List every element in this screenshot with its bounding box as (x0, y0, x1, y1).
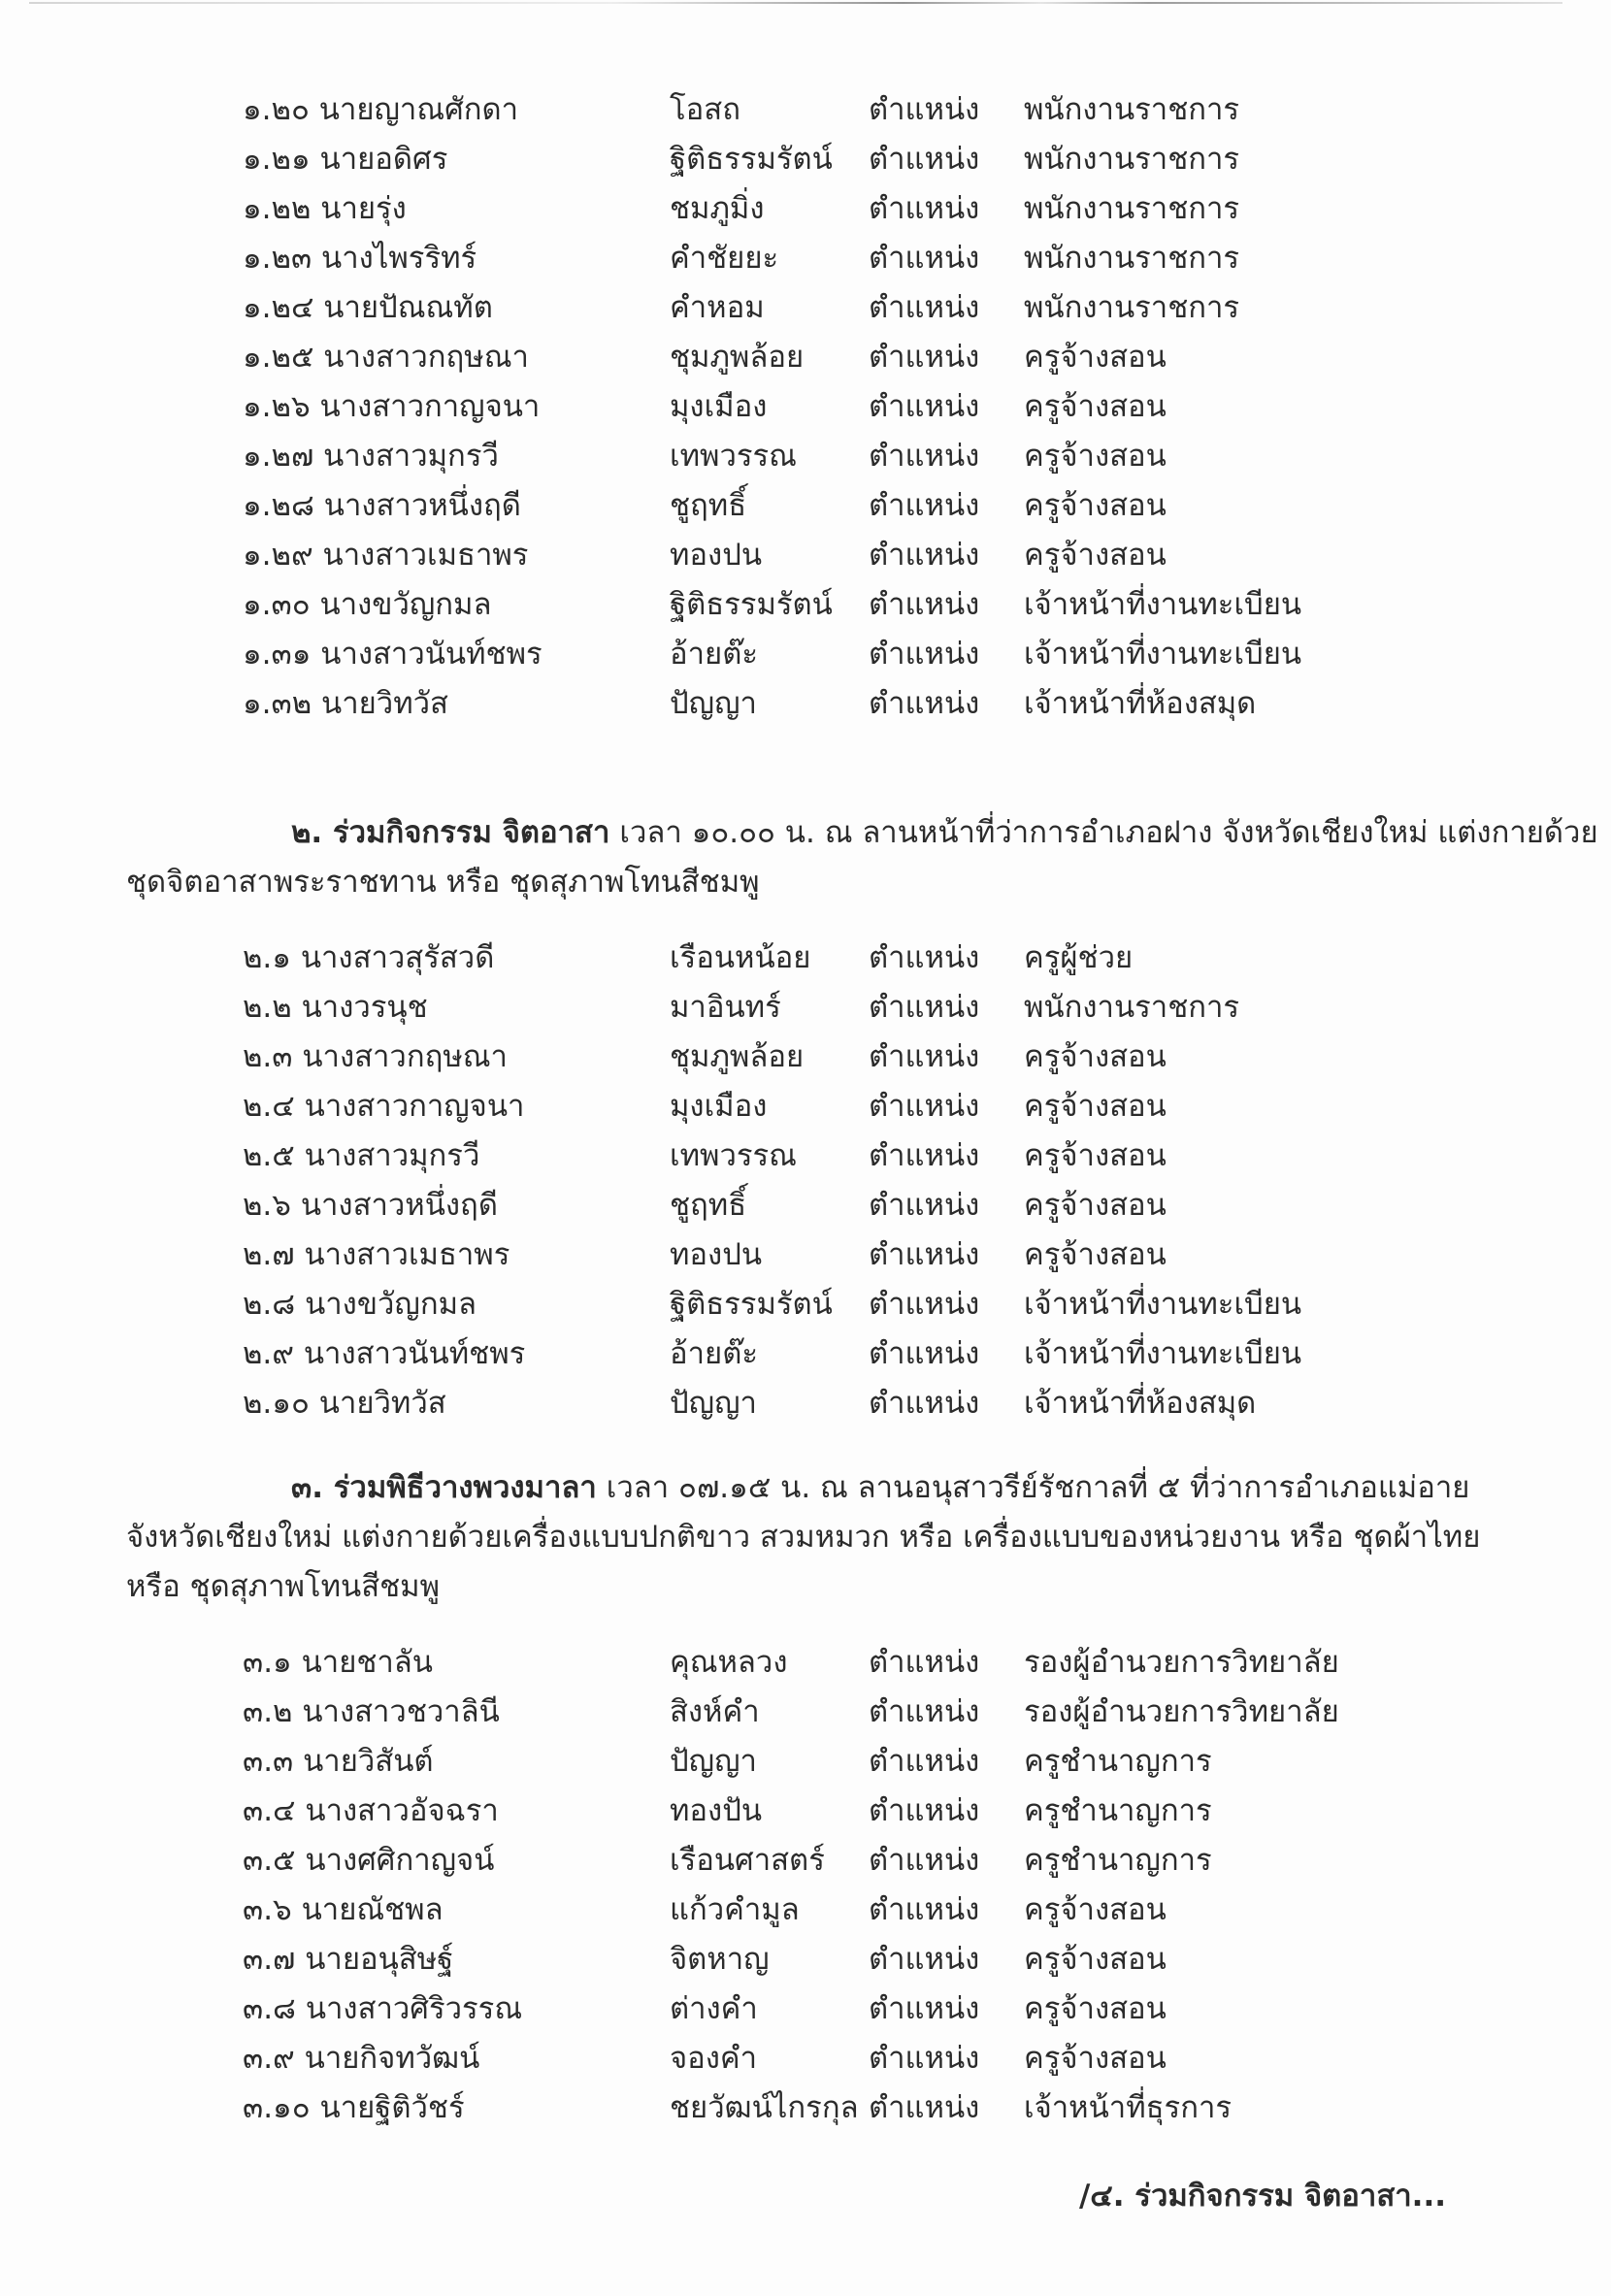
row-number: ๓.๘ (243, 1991, 296, 2026)
person-name: นางสาวอัจฉรา (305, 1793, 499, 1828)
section-2-heading (126, 808, 1611, 907)
person-name: นายวิทวัส (321, 686, 448, 721)
position-value: เจ้าหน้าที่งานทะเบียน (1024, 1336, 1302, 1371)
person-name: นายวิสันต์ (303, 1744, 434, 1779)
position-value: ครูชำนาญการ (1024, 1843, 1212, 1878)
person-name: นายวิทวัส (318, 1386, 446, 1421)
position-value: ครูจ้างสอน (1024, 1892, 1167, 1927)
table-row (243, 1230, 1611, 1280)
person-surname: เรือนหน้อย (670, 940, 811, 975)
row-number: ๓.๙ (243, 2041, 295, 2076)
row-number-and-name (243, 679, 670, 729)
row-number: ๒.๒ (243, 990, 292, 1025)
row-number-and-name (243, 1329, 670, 1379)
row-number: ๑.๒๑ (243, 142, 311, 177)
row-number-and-name (243, 1379, 670, 1428)
row-number: ๑.๒๙ (243, 538, 313, 573)
position-label: ตำแหน่ง (869, 191, 980, 226)
row-number: ๑.๒๒ (243, 191, 312, 226)
person-surname: ต่างคำ (670, 1991, 758, 2026)
row-number: ๓.๗ (243, 1942, 296, 1977)
table-row (243, 135, 1611, 184)
table-row (243, 1280, 1611, 1329)
row-number-and-name (243, 1082, 670, 1132)
position-value: พนักงานราชการ (1024, 92, 1240, 127)
position-label: ตำแหน่ง (869, 1694, 980, 1729)
position-label: ตำแหน่ง (869, 1991, 980, 2026)
person-surname: มุงเมือง (670, 389, 768, 424)
row-number: ๑.๒๗ (243, 439, 314, 474)
person-surname: ฐิติธรรมรัตน์ (670, 142, 833, 177)
section-1-roster (243, 85, 1611, 729)
row-number: ๓.๒ (243, 1694, 293, 1729)
table-row (243, 1688, 1611, 1737)
table-row (243, 432, 1611, 481)
position-label: ตำแหน่ง (869, 1287, 980, 1322)
position-label: ตำแหน่ง (869, 940, 980, 975)
row-number-and-name (243, 382, 670, 432)
row-number: ๓.๑๐ (243, 2090, 311, 2125)
row-number-and-name (243, 580, 670, 630)
person-name: นางสาวมุกรวี (304, 1138, 480, 1173)
row-number-and-name (243, 1836, 670, 1886)
position-value: เจ้าหน้าที่งานทะเบียน (1024, 587, 1302, 622)
position-label: ตำแหน่ง (869, 241, 980, 276)
row-number: ๑.๓๑ (243, 637, 312, 672)
row-number-and-name (243, 481, 670, 531)
person-name: นางสาวมุกรวี (323, 439, 499, 474)
row-number-and-name (243, 432, 670, 481)
person-surname: ชมภูมิ่ง (670, 191, 765, 226)
person-surname: เทพวรรณ (670, 439, 797, 474)
table-row (243, 85, 1611, 135)
person-surname: ฐิติธรรมรัตน์ (670, 1287, 833, 1322)
position-value: พนักงานราชการ (1024, 241, 1240, 276)
row-number-and-name (243, 234, 670, 283)
position-label: ตำแหน่ง (869, 2090, 980, 2125)
person-surname: ชุมภูพล้อย (670, 340, 805, 375)
person-name: นางสาวกฤษณา (323, 340, 529, 375)
person-surname: ปัญญา (670, 686, 757, 721)
person-name: นางสาวกฤษณา (302, 1039, 508, 1074)
table-row (243, 580, 1611, 630)
person-surname: มาอินทร์ (670, 990, 781, 1025)
row-number: ๑.๒๔ (243, 290, 314, 325)
person-surname: ปัญญา (670, 1386, 757, 1421)
table-row (243, 679, 1611, 729)
position-value: ครูจ้างสอน (1024, 439, 1167, 474)
row-number-and-name (243, 2083, 670, 2133)
table-row (243, 2083, 1611, 2133)
row-number-and-name (243, 630, 670, 679)
position-label: ตำแหน่ง (869, 637, 980, 672)
person-name: นายฐิติวัชร์ (319, 2090, 465, 2125)
row-number: ๒.๑ (243, 940, 291, 975)
row-number-and-name (243, 333, 670, 382)
person-name: นายอนุสิษฐ์ (305, 1942, 454, 1977)
row-number-and-name (243, 2034, 670, 2083)
position-value: เจ้าหน้าที่งานทะเบียน (1024, 1287, 1302, 1322)
person-name: นางสาวหนึ่งฤดี (323, 488, 521, 523)
section-3-heading-line-2: จังหวัดเชียงใหม่ แต่งกายด้วยเครื่องแบบปกติขาว สวมหมวก หรือ เครื่องแบบของหน่วยงาน หรือ ชุดผ้าไทย (126, 1520, 1481, 1555)
person-name: นางสาวชวาลินี (302, 1694, 500, 1729)
row-number: ๓.๓ (243, 1744, 294, 1779)
row-number: ๑.๓๐ (243, 587, 311, 622)
row-number-and-name (243, 1280, 670, 1329)
row-number: ๑.๒๓ (243, 241, 312, 276)
person-name: นางศศิกาญจน์ (305, 1843, 495, 1878)
position-value: ครูจ้างสอน (1024, 1039, 1167, 1074)
person-name: นางสาวศิริวรรณ (305, 1991, 523, 2026)
table-row (243, 283, 1611, 333)
section-2-heading-rest: เวลา ๑๐.๐๐ น. ณ ลานหน้าที่ว่าการอำเภอฝาง จังหวัดเชียงใหม่ แต่งกายด้วย (619, 815, 1598, 850)
row-number-and-name (243, 531, 670, 580)
position-value: รองผู้อำนวยการวิทยาลัย (1024, 1645, 1339, 1680)
person-surname: เทพวรรณ (670, 1138, 797, 1173)
table-row (243, 1033, 1611, 1082)
section-2-heading-line-1 (126, 808, 1611, 858)
person-surname: ชยวัฒน์ไกรกุล (670, 2090, 859, 2125)
row-number: ๑.๒๘ (243, 488, 314, 523)
position-label: ตำแหน่ง (869, 538, 980, 573)
position-label: ตำแหน่ง (869, 1744, 980, 1779)
position-value: ครูจ้างสอน (1024, 488, 1167, 523)
position-value: เจ้าหน้าที่งานทะเบียน (1024, 637, 1302, 672)
row-number: ๒.๖ (243, 1188, 291, 1223)
row-number: ๒.๗ (243, 1237, 295, 1272)
person-name: นางสาวกาญจนา (319, 389, 541, 424)
person-name: นายชาลัน (301, 1645, 433, 1680)
row-number-and-name (243, 1033, 670, 1082)
row-number-and-name (243, 1787, 670, 1836)
person-surname: จองคำ (670, 2041, 758, 2076)
table-row (243, 1737, 1611, 1787)
section-3-heading-line-1 (126, 1463, 1611, 1513)
row-number-and-name (243, 1935, 670, 1984)
person-surname: คำชัยยะ (670, 241, 779, 276)
row-number-and-name (243, 1132, 670, 1181)
person-name: นายกิจทวัฒน์ (304, 2041, 480, 2076)
position-label: ตำแหน่ง (869, 1793, 980, 1828)
section-3-heading (126, 1463, 1611, 1612)
position-label: ตำแหน่ง (869, 587, 980, 622)
person-surname: คุณหลวง (670, 1645, 788, 1680)
person-name: นายณัชพล (301, 1892, 444, 1927)
table-row (243, 1181, 1611, 1230)
row-number: ๑.๒๕ (243, 340, 314, 375)
row-number-and-name (243, 184, 670, 234)
person-surname: อ้ายต๊ะ (670, 1336, 758, 1371)
position-value: เจ้าหน้าที่ธุรการ (1024, 2090, 1233, 2125)
person-name: นางสาวนันท์ชพร (320, 637, 542, 672)
person-surname: แก้วคำมูล (670, 1892, 800, 1927)
position-value: ครูจ้างสอน (1024, 538, 1167, 573)
position-label: ตำแหน่ง (869, 1645, 980, 1680)
scan-edge-artifact (29, 2, 1562, 4)
position-label: ตำแหน่ง (869, 92, 980, 127)
table-row (243, 333, 1611, 382)
table-row (243, 234, 1611, 283)
position-value: พนักงานราชการ (1024, 290, 1240, 325)
person-name: นางสาวเมธาพร (304, 1237, 510, 1272)
position-label: ตำแหน่ง (869, 340, 980, 375)
person-surname: ชูฤทธิ์ (670, 1188, 747, 1223)
person-name: นางสาวนันท์ชพร (303, 1336, 526, 1371)
row-number-and-name (243, 1688, 670, 1737)
table-row (243, 1329, 1611, 1379)
table-row (243, 1886, 1611, 1935)
table-row (243, 1836, 1611, 1886)
row-number: ๓.๖ (243, 1892, 292, 1927)
table-row (243, 983, 1611, 1033)
position-label: ตำแหน่ง (869, 389, 980, 424)
table-row (243, 1638, 1611, 1688)
person-name: นายปัณณทัต (323, 290, 493, 325)
position-label: ตำแหน่ง (869, 1188, 980, 1223)
person-name: นางสาวหนึ่งฤดี (300, 1188, 498, 1223)
table-row (243, 630, 1611, 679)
row-number: ๑.๒๐ (243, 92, 310, 127)
person-surname: โอสถ (670, 92, 740, 127)
person-name: นายอดิศร (319, 142, 448, 177)
position-label: ตำแหน่ง (869, 1237, 980, 1272)
section-2-heading-line-2: ชุดจิตอาสาพระราชทาน หรือ ชุดสุภาพโทนสีชมพู (126, 865, 760, 900)
position-label: ตำแหน่ง (869, 1039, 980, 1074)
row-number: ๒.๑๐ (243, 1386, 310, 1421)
person-surname: ทองปน (670, 538, 763, 573)
person-name: นางไพรริทร์ (321, 241, 477, 276)
person-name: นางขวัญกมล (319, 587, 492, 622)
table-row (243, 1984, 1611, 2034)
position-label: ตำแหน่ง (869, 1336, 980, 1371)
person-surname: ทองปัน (670, 1793, 763, 1828)
position-value: เจ้าหน้าที่ห้องสมุด (1024, 1386, 1257, 1421)
person-name: นายรุ่ง (320, 191, 407, 226)
section-3-title: ๓. ร่วมพิธีวางพวงมาลา (291, 1470, 597, 1505)
position-value: ครูชำนาญการ (1024, 1793, 1212, 1828)
table-row (243, 481, 1611, 531)
row-number-and-name (243, 1984, 670, 2034)
position-value: ครูจ้างสอน (1024, 1991, 1167, 2026)
section-3-heading-rest: เวลา ๐๗.๑๕ น. ณ ลานอนุสาวรีย์รัชกาลที่ ๕ ที่ว่าการอำเภอแม่อาย (606, 1470, 1470, 1505)
position-label: ตำแหน่ง (869, 990, 980, 1025)
table-row (243, 1082, 1611, 1132)
row-number-and-name (243, 1886, 670, 1935)
person-name: นางวรนุช (301, 990, 428, 1025)
row-number-and-name (243, 135, 670, 184)
table-row (243, 382, 1611, 432)
row-number-and-name (243, 1737, 670, 1787)
person-surname: ทองปน (670, 1237, 763, 1272)
person-surname: ฐิติธรรมรัตน์ (670, 587, 833, 622)
person-surname: คำหอม (670, 290, 765, 325)
person-name: นางขวัญกมล (305, 1287, 477, 1322)
position-value: พนักงานราชการ (1024, 990, 1240, 1025)
person-name: นางสาวสุรัสวดี (300, 940, 495, 975)
position-label: ตำแหน่ง (869, 488, 980, 523)
row-number: ๓.๕ (243, 1843, 296, 1878)
table-row (243, 531, 1611, 580)
table-row (243, 2034, 1611, 2083)
position-value: ครูชำนาญการ (1024, 1744, 1212, 1779)
table-row (243, 1935, 1611, 1984)
person-surname: เรือนศาสตร์ (670, 1843, 825, 1878)
row-number-and-name (243, 934, 670, 983)
person-name: นางสาวกาญจนา (304, 1089, 525, 1124)
table-row (243, 1132, 1611, 1181)
position-label: ตำแหน่ง (869, 1892, 980, 1927)
position-value: ครูจ้างสอน (1024, 1942, 1167, 1977)
position-label: ตำแหน่ง (869, 439, 980, 474)
position-value: ครูจ้างสอน (1024, 389, 1167, 424)
section-3-roster (243, 1638, 1611, 2133)
table-row (243, 1379, 1611, 1428)
section-2-title: ๒. ร่วมกิจกรรม จิตอาสา (291, 815, 610, 850)
position-label: ตำแหน่ง (869, 290, 980, 325)
person-name: นายญาณศักดา (318, 92, 519, 127)
row-number: ๓.๔ (243, 1793, 296, 1828)
position-label: ตำแหน่ง (869, 1843, 980, 1878)
row-number-and-name (243, 983, 670, 1033)
row-number: ๒.๘ (243, 1287, 296, 1322)
person-name: นางสาวเมธาพร (322, 538, 529, 573)
row-number: ๓.๑ (243, 1645, 292, 1680)
position-value: ครูจ้างสอน (1024, 1138, 1167, 1173)
table-row (243, 1787, 1611, 1836)
person-surname: จิตหาญ (670, 1942, 770, 1977)
person-surname: มุงเมือง (670, 1089, 768, 1124)
person-surname: อ้ายต๊ะ (670, 637, 758, 672)
table-row (243, 184, 1611, 234)
row-number-and-name (243, 283, 670, 333)
position-value: ครูจ้างสอน (1024, 1089, 1167, 1124)
section-2-roster (243, 934, 1611, 1428)
position-label: ตำแหน่ง (869, 2041, 980, 2076)
row-number-and-name (243, 1181, 670, 1230)
position-value: เจ้าหน้าที่ห้องสมุด (1024, 686, 1257, 721)
position-label: ตำแหน่ง (869, 1138, 980, 1173)
row-number: ๒.๕ (243, 1138, 295, 1173)
position-value: ครูจ้างสอน (1024, 340, 1167, 375)
position-value: ครูจ้างสอน (1024, 2041, 1167, 2076)
position-value: พนักงานราชการ (1024, 191, 1240, 226)
position-value: ครูจ้างสอน (1024, 1188, 1167, 1223)
person-surname: ปัญญา (670, 1744, 757, 1779)
position-label: ตำแหน่ง (869, 686, 980, 721)
row-number: ๒.๔ (243, 1089, 295, 1124)
position-value: พนักงานราชการ (1024, 142, 1240, 177)
position-label: ตำแหน่ง (869, 1386, 980, 1421)
position-label: ตำแหน่ง (869, 1089, 980, 1124)
position-value: ครูผู้ช่วย (1024, 940, 1134, 975)
person-surname: สิงห์คำ (670, 1694, 760, 1729)
table-row (243, 934, 1611, 983)
position-value: รองผู้อำนวยการวิทยาลัย (1024, 1694, 1339, 1729)
row-number: ๑.๒๖ (243, 389, 311, 424)
row-number-and-name (243, 85, 670, 135)
person-surname: ชุมภูพล้อย (670, 1039, 805, 1074)
row-number-and-name (243, 1230, 670, 1280)
position-value: ครูจ้างสอน (1024, 1237, 1167, 1272)
row-number-and-name (243, 1638, 670, 1688)
person-surname: ชูฤทธิ์ (670, 488, 747, 523)
position-label: ตำแหน่ง (869, 142, 980, 177)
page-continuation-marker: /๔. ร่วมกิจกรรม จิตอาสา... (1078, 2179, 1446, 2214)
row-number: ๑.๓๒ (243, 686, 312, 721)
row-number: ๒.๓ (243, 1039, 293, 1074)
section-3-heading-line-3: หรือ ชุดสุภาพโทนสีชมพู (126, 1569, 441, 1604)
row-number: ๒.๙ (243, 1336, 294, 1371)
position-label: ตำแหน่ง (869, 1942, 980, 1977)
